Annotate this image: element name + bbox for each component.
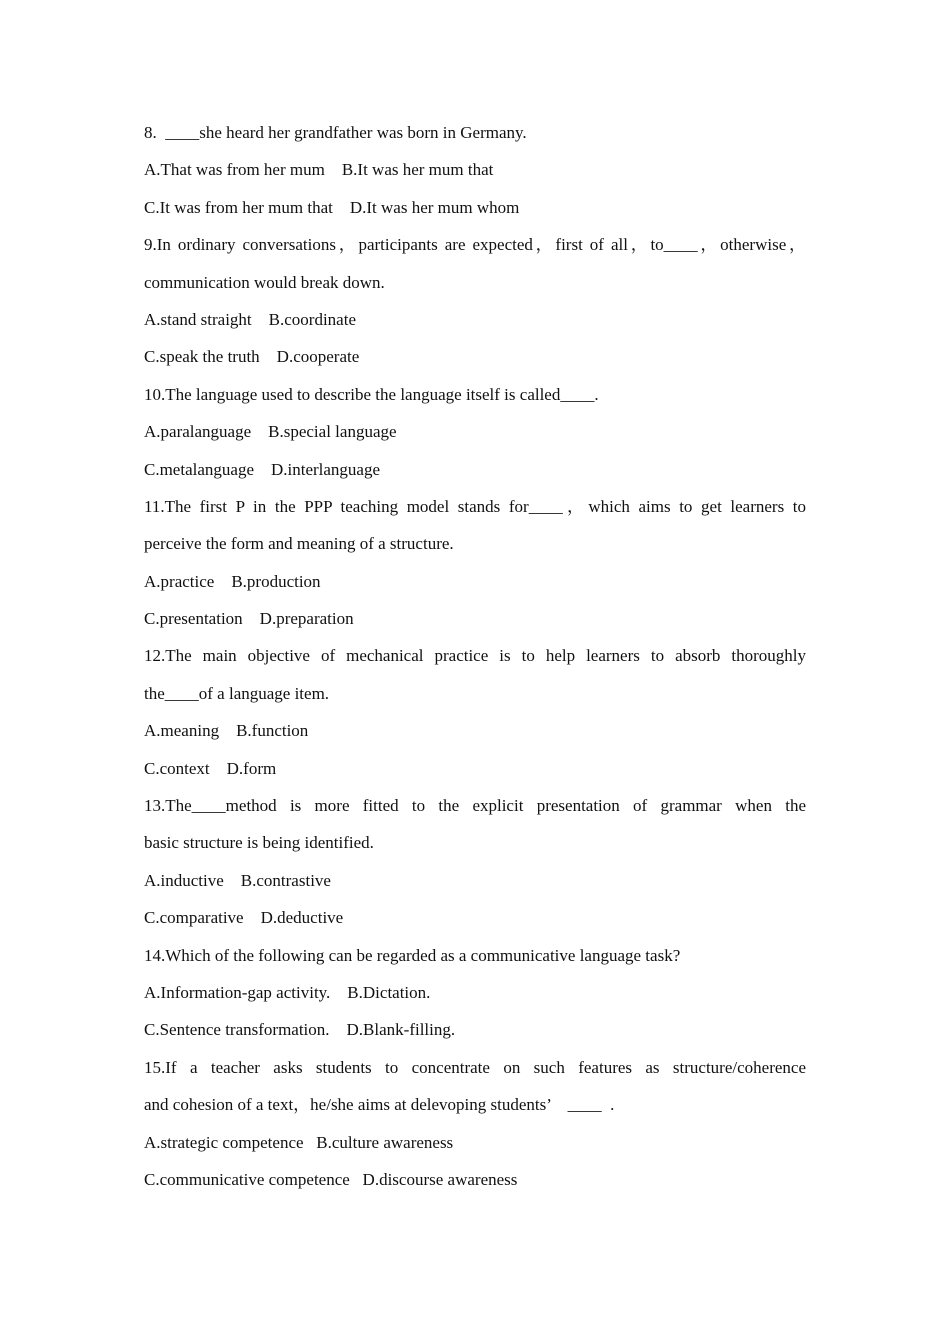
question-11-stem-line-2: perceive the form and meaning of a structure. bbox=[144, 534, 454, 554]
question-8-stem: 8. ____she heard her grandfather was born in Germany. bbox=[144, 123, 527, 142]
question-10-stem: 10.The language used to describe the language itself is called____. bbox=[144, 384, 599, 404]
question-9-stem-line-1: 9.In ordinary conversations，participants are expected，first of all，to____，otherwise， bbox=[144, 235, 806, 255]
document-page bbox=[144, 114, 806, 1198]
question-9-options-cd: C.speak the truth D.cooperate bbox=[144, 347, 360, 367]
question-12-stem-line-2: the____of a language item. bbox=[144, 683, 330, 703]
question-11-stem-line-1: 11.The first P in the PPP teaching model stands for____，which aims to get learners to bbox=[144, 496, 806, 516]
question-10-options-ab: A.paralanguage B.special language bbox=[144, 422, 397, 442]
question-15-options-cd: C.communicative competence D.discourse awareness bbox=[144, 1169, 518, 1189]
question-15-stem-line-2: and cohesion of a text，he/she aims at delevoping students’ ____ . bbox=[144, 1095, 615, 1115]
question-14-options-cd: C.Sentence transformation. D.Blank-filling. bbox=[144, 1020, 456, 1040]
question-8-options-ab: A.That was from her mum B.It was her mum that bbox=[144, 160, 494, 180]
question-11-options-ab: A.practice B.production bbox=[144, 571, 321, 591]
question-15-stem-line-1: 15.If a teacher asks students to concentrate on such features as structure/coherence bbox=[144, 1057, 806, 1077]
question-15-options-ab: A.strategic competence B.culture awareness bbox=[144, 1132, 454, 1152]
question-9-stem-line-2: communication would break down. bbox=[144, 272, 385, 292]
question-12-stem-line-1: 12.The main objective of mechanical practice is to help learners to absorb thoroughly bbox=[144, 646, 806, 666]
question-13-options-ab: A.inductive B.contrastive bbox=[144, 870, 331, 890]
question-13-stem-line-2: basic structure is being identified. bbox=[144, 833, 374, 853]
question-12-options-cd: C.context D.form bbox=[144, 758, 277, 778]
question-12-options-ab: A.meaning B.function bbox=[144, 721, 309, 741]
question-13-options-cd: C.comparative D.deductive bbox=[144, 908, 344, 928]
question-9-options-ab: A.stand straight B.coordinate bbox=[144, 309, 356, 329]
question-14-options-ab: A.Information-gap activity. B.Dictation. bbox=[144, 982, 431, 1002]
question-8-options-cd: C.It was from her mum that D.It was her mum whom bbox=[144, 197, 520, 217]
question-10-options-cd: C.metalanguage D.interlanguage bbox=[144, 459, 381, 479]
question-11-options-cd: C.presentation D.preparation bbox=[144, 609, 354, 629]
question-13-stem-line-1: 13.The____method is more fitted to the explicit presentation of grammar when the bbox=[144, 796, 806, 816]
question-14-stem: 14.Which of the following can be regarded as a communicative language task? bbox=[144, 945, 681, 965]
